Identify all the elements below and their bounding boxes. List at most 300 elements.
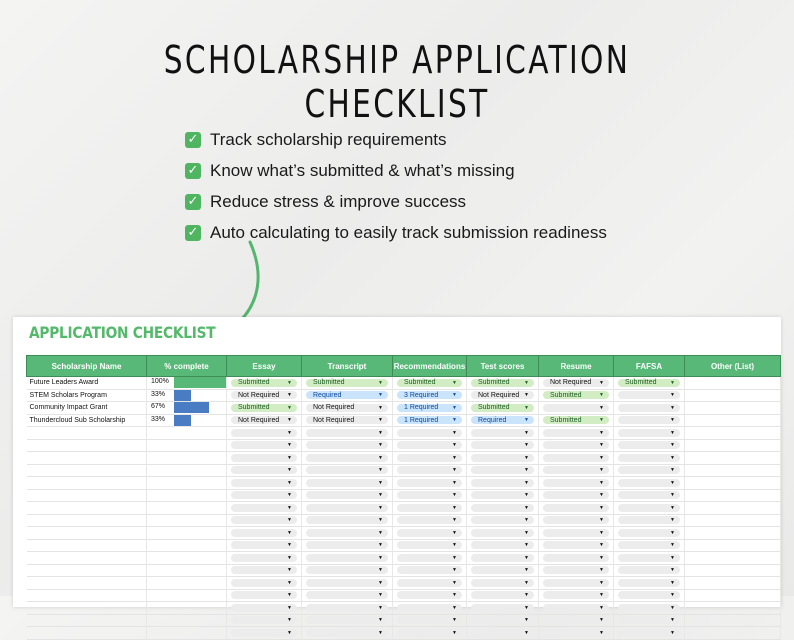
status-dropdown[interactable]	[471, 616, 534, 624]
column-header[interactable]: Essay	[227, 356, 302, 377]
caret-down-icon: ▼	[452, 579, 457, 586]
status-cell	[393, 464, 467, 477]
status-dropdown[interactable]	[618, 554, 680, 562]
status-dropdown[interactable]	[618, 466, 680, 474]
status-dropdown[interactable]	[306, 391, 388, 399]
status-dropdown[interactable]	[231, 579, 297, 587]
status-dropdown[interactable]	[618, 566, 680, 574]
caret-down-icon: ▼	[378, 479, 383, 486]
status-dropdown[interactable]	[543, 629, 609, 637]
checkmark-icon: ✓	[185, 163, 201, 179]
status-dropdown[interactable]	[397, 379, 462, 387]
status-cell	[539, 464, 614, 477]
checklist-table	[26, 355, 781, 640]
status-cell	[467, 602, 539, 615]
status-dropdown[interactable]	[471, 566, 534, 574]
scholarship-name-cell[interactable]	[27, 589, 147, 602]
other-cell[interactable]	[685, 427, 781, 440]
status-cell	[539, 527, 614, 540]
percent-complete-cell	[147, 614, 227, 627]
caret-down-icon: ▼	[670, 454, 675, 461]
caret-down-icon: ▼	[524, 629, 529, 636]
column-header[interactable]: Test scores	[467, 356, 539, 377]
status-dropdown[interactable]	[471, 441, 534, 449]
feature-item	[185, 186, 607, 217]
table-row	[27, 552, 781, 565]
status-dropdown[interactable]	[397, 429, 462, 437]
other-cell[interactable]	[685, 527, 781, 540]
feature-item	[185, 124, 607, 155]
scholarship-name-cell[interactable]	[27, 577, 147, 590]
status-dropdown[interactable]	[397, 454, 462, 462]
caret-down-icon: ▼	[670, 567, 675, 574]
status-cell	[539, 402, 614, 415]
status-dropdown[interactable]	[231, 479, 297, 487]
spreadsheet	[13, 317, 781, 636]
status-dropdown[interactable]	[543, 529, 609, 537]
table-row	[27, 564, 781, 577]
other-cell[interactable]	[685, 477, 781, 490]
scholarship-name-cell[interactable]	[27, 489, 147, 502]
status-dropdown[interactable]	[471, 404, 534, 412]
status-dropdown[interactable]	[543, 479, 609, 487]
scholarship-name-cell[interactable]: Community Impact Grant	[27, 402, 147, 415]
feature-text: Know what’s submitted & what’s missing	[210, 160, 515, 180]
status-dropdown[interactable]	[231, 404, 297, 412]
status-dropdown[interactable]	[397, 541, 462, 549]
status-cell	[539, 564, 614, 577]
table-row	[27, 489, 781, 502]
caret-down-icon: ▼	[287, 392, 292, 399]
caret-down-icon: ▼	[670, 579, 675, 586]
scholarship-name-cell[interactable]: Thundercloud Sub Scholarship	[27, 414, 147, 427]
caret-down-icon: ▼	[452, 404, 457, 411]
caret-down-icon: ▼	[378, 392, 383, 399]
status-dropdown[interactable]	[306, 604, 388, 612]
table-row	[27, 452, 781, 465]
status-dropdown[interactable]	[618, 404, 680, 412]
status-cell	[227, 602, 302, 615]
status-dropdown[interactable]	[306, 441, 388, 449]
status-dropdown[interactable]	[397, 491, 462, 499]
caret-down-icon: ▼	[670, 504, 675, 511]
status-dropdown[interactable]	[471, 504, 534, 512]
status-dropdown[interactable]	[306, 591, 388, 599]
caret-down-icon: ▼	[452, 492, 457, 499]
status-dropdown[interactable]	[618, 441, 680, 449]
percent-complete-cell	[147, 564, 227, 577]
caret-down-icon: ▼	[599, 442, 604, 449]
status-dropdown[interactable]	[471, 416, 534, 424]
status-dropdown[interactable]	[397, 591, 462, 599]
caret-down-icon: ▼	[599, 417, 604, 424]
scholarship-name-cell[interactable]	[27, 427, 147, 440]
status-dropdown[interactable]	[397, 441, 462, 449]
status-dropdown[interactable]	[306, 429, 388, 437]
status-dropdown[interactable]	[471, 479, 534, 487]
status-value: 1 Required	[404, 416, 439, 424]
status-dropdown[interactable]	[397, 479, 462, 487]
status-dropdown[interactable]	[543, 454, 609, 462]
status-dropdown[interactable]	[231, 541, 297, 549]
status-dropdown[interactable]	[231, 391, 297, 399]
caret-down-icon: ▼	[287, 617, 292, 624]
caret-down-icon: ▼	[524, 554, 529, 561]
percent-complete-cell	[147, 464, 227, 477]
status-dropdown[interactable]	[397, 504, 462, 512]
status-value: Submitted	[404, 379, 436, 387]
status-cell	[539, 627, 614, 640]
status-dropdown[interactable]	[231, 629, 297, 637]
status-cell	[393, 477, 467, 490]
status-dropdown[interactable]	[306, 554, 388, 562]
other-cell[interactable]	[685, 464, 781, 477]
progress-bar	[174, 377, 226, 388]
caret-down-icon: ▼	[287, 629, 292, 636]
status-dropdown[interactable]	[306, 479, 388, 487]
status-dropdown[interactable]	[231, 504, 297, 512]
percent-complete-cell	[147, 552, 227, 565]
status-dropdown[interactable]	[471, 591, 534, 599]
status-dropdown[interactable]	[471, 466, 534, 474]
status-cell	[539, 552, 614, 565]
status-cell	[302, 389, 393, 402]
caret-down-icon: ▼	[378, 554, 383, 561]
scholarship-name-cell[interactable]	[27, 477, 147, 490]
status-cell	[227, 414, 302, 427]
status-dropdown[interactable]	[471, 379, 534, 387]
status-cell	[467, 552, 539, 565]
status-cell	[393, 552, 467, 565]
other-cell[interactable]	[685, 452, 781, 465]
status-dropdown[interactable]	[231, 604, 297, 612]
status-cell	[302, 414, 393, 427]
status-dropdown[interactable]	[618, 616, 680, 624]
other-cell[interactable]	[685, 389, 781, 402]
status-dropdown[interactable]	[471, 529, 534, 537]
column-header[interactable]: Resume	[539, 356, 614, 377]
percent-complete-cell	[147, 452, 227, 465]
status-dropdown[interactable]	[543, 429, 609, 437]
status-value: Submitted	[238, 379, 270, 387]
caret-down-icon: ▼	[599, 404, 604, 411]
status-cell	[302, 527, 393, 540]
status-dropdown[interactable]	[397, 391, 462, 399]
status-cell	[467, 477, 539, 490]
status-dropdown[interactable]	[543, 554, 609, 562]
status-cell	[539, 477, 614, 490]
status-value: Not Required	[550, 379, 592, 387]
status-dropdown[interactable]	[306, 516, 388, 524]
scholarship-name-cell[interactable]	[27, 614, 147, 627]
status-cell	[302, 452, 393, 465]
scholarship-name-cell[interactable]	[27, 464, 147, 477]
status-dropdown[interactable]	[231, 591, 297, 599]
status-cell	[302, 627, 393, 640]
progress-bar	[174, 415, 191, 426]
status-value: Submitted	[478, 404, 510, 412]
status-cell	[302, 602, 393, 615]
status-cell	[614, 427, 685, 440]
status-dropdown[interactable]	[231, 454, 297, 462]
column-header[interactable]: Scholarship Name	[27, 356, 147, 377]
caret-down-icon: ▼	[452, 542, 457, 549]
status-dropdown[interactable]	[618, 379, 680, 387]
status-dropdown[interactable]	[397, 566, 462, 574]
caret-down-icon: ▼	[599, 592, 604, 599]
scholarship-name-cell[interactable]	[27, 564, 147, 577]
status-dropdown[interactable]	[231, 429, 297, 437]
status-dropdown[interactable]	[306, 541, 388, 549]
column-header[interactable]: Transcript	[302, 356, 393, 377]
status-cell	[227, 627, 302, 640]
status-dropdown[interactable]	[618, 579, 680, 587]
status-dropdown[interactable]	[543, 504, 609, 512]
status-cell	[467, 589, 539, 602]
other-cell[interactable]	[685, 414, 781, 427]
caret-down-icon: ▼	[287, 504, 292, 511]
caret-down-icon: ▼	[378, 629, 383, 636]
column-header[interactable]: Other (List)	[685, 356, 781, 377]
status-cell	[539, 502, 614, 515]
other-cell[interactable]	[685, 577, 781, 590]
status-dropdown[interactable]	[397, 516, 462, 524]
status-cell	[393, 389, 467, 402]
scholarship-name-cell[interactable]: STEM Scholars Program	[27, 389, 147, 402]
status-cell	[614, 514, 685, 527]
status-value: 3 Required	[404, 391, 439, 399]
status-dropdown[interactable]	[618, 454, 680, 462]
caret-down-icon: ▼	[287, 492, 292, 499]
other-cell[interactable]	[685, 439, 781, 452]
percent-complete-cell	[147, 402, 227, 415]
other-cell[interactable]	[685, 514, 781, 527]
status-dropdown[interactable]	[471, 554, 534, 562]
status-dropdown[interactable]	[306, 629, 388, 637]
status-dropdown[interactable]	[543, 391, 609, 399]
status-cell	[467, 627, 539, 640]
status-dropdown[interactable]	[397, 529, 462, 537]
status-dropdown[interactable]	[471, 516, 534, 524]
status-dropdown[interactable]	[306, 529, 388, 537]
status-dropdown[interactable]	[543, 404, 609, 412]
status-dropdown[interactable]	[543, 416, 609, 424]
table-row	[27, 527, 781, 540]
column-header[interactable]: % complete	[147, 356, 227, 377]
status-dropdown[interactable]	[231, 566, 297, 574]
status-dropdown[interactable]	[231, 466, 297, 474]
status-dropdown[interactable]	[306, 491, 388, 499]
status-dropdown[interactable]	[306, 566, 388, 574]
status-dropdown[interactable]	[231, 416, 297, 424]
scholarship-name-cell[interactable]	[27, 452, 147, 465]
status-value: Required	[478, 416, 507, 424]
percent-label: 100%	[151, 378, 169, 385]
caret-down-icon: ▼	[599, 604, 604, 611]
status-dropdown[interactable]	[231, 616, 297, 624]
status-dropdown[interactable]	[543, 591, 609, 599]
status-dropdown[interactable]	[306, 404, 388, 412]
status-cell	[302, 514, 393, 527]
other-cell[interactable]	[685, 489, 781, 502]
other-cell[interactable]	[685, 614, 781, 627]
other-cell[interactable]	[685, 502, 781, 515]
status-dropdown[interactable]	[618, 541, 680, 549]
status-dropdown[interactable]	[231, 441, 297, 449]
other-cell[interactable]	[685, 377, 781, 390]
status-dropdown[interactable]	[397, 579, 462, 587]
status-dropdown[interactable]	[397, 404, 462, 412]
checkmark-icon: ✓	[185, 132, 201, 148]
caret-down-icon: ▼	[378, 579, 383, 586]
status-dropdown[interactable]	[306, 379, 388, 387]
status-dropdown[interactable]	[471, 629, 534, 637]
caret-down-icon: ▼	[452, 392, 457, 399]
status-cell	[614, 539, 685, 552]
status-cell	[467, 377, 539, 390]
status-dropdown[interactable]	[618, 516, 680, 524]
status-dropdown[interactable]	[397, 604, 462, 612]
scholarship-name-cell[interactable]	[27, 552, 147, 565]
other-cell[interactable]	[685, 564, 781, 577]
status-cell	[302, 502, 393, 515]
status-dropdown[interactable]	[231, 379, 297, 387]
caret-down-icon: ▼	[524, 617, 529, 624]
other-cell[interactable]	[685, 552, 781, 565]
status-dropdown[interactable]	[618, 479, 680, 487]
table-row	[27, 577, 781, 590]
scholarship-name-cell[interactable]	[27, 527, 147, 540]
status-dropdown[interactable]	[618, 504, 680, 512]
progress-bar	[174, 390, 191, 401]
scholarship-name-cell[interactable]: Future Leaders Award	[27, 377, 147, 390]
status-cell	[227, 452, 302, 465]
status-dropdown[interactable]	[397, 616, 462, 624]
caret-down-icon: ▼	[670, 442, 675, 449]
table-row	[27, 477, 781, 490]
percent-complete-cell	[147, 589, 227, 602]
status-dropdown[interactable]	[306, 616, 388, 624]
caret-down-icon: ▼	[452, 479, 457, 486]
feature-text: Auto calculating to easily track submission readiness	[210, 222, 607, 242]
status-dropdown[interactable]	[231, 516, 297, 524]
status-dropdown[interactable]	[306, 504, 388, 512]
status-dropdown[interactable]	[543, 579, 609, 587]
caret-down-icon: ▼	[378, 454, 383, 461]
status-cell	[393, 527, 467, 540]
status-dropdown[interactable]	[231, 554, 297, 562]
scholarship-name-cell[interactable]	[27, 439, 147, 452]
status-dropdown[interactable]	[543, 516, 609, 524]
status-dropdown[interactable]	[618, 529, 680, 537]
table-row	[27, 602, 781, 615]
status-dropdown[interactable]	[231, 491, 297, 499]
status-dropdown[interactable]	[543, 541, 609, 549]
status-dropdown[interactable]	[397, 629, 462, 637]
percent-complete-cell	[147, 527, 227, 540]
status-dropdown[interactable]	[471, 491, 534, 499]
status-dropdown[interactable]	[306, 579, 388, 587]
other-cell[interactable]	[685, 539, 781, 552]
scholarship-name-cell[interactable]	[27, 602, 147, 615]
status-dropdown[interactable]	[471, 429, 534, 437]
status-dropdown[interactable]	[471, 579, 534, 587]
status-cell	[302, 464, 393, 477]
status-cell	[467, 427, 539, 440]
status-dropdown[interactable]	[618, 591, 680, 599]
caret-down-icon: ▼	[452, 604, 457, 611]
status-dropdown[interactable]	[306, 466, 388, 474]
status-dropdown[interactable]	[618, 429, 680, 437]
status-dropdown[interactable]	[543, 466, 609, 474]
status-dropdown[interactable]	[306, 454, 388, 462]
status-dropdown[interactable]	[543, 379, 609, 387]
status-dropdown[interactable]	[231, 529, 297, 537]
other-cell[interactable]	[685, 589, 781, 602]
status-dropdown[interactable]	[543, 616, 609, 624]
other-cell[interactable]	[685, 402, 781, 415]
status-cell	[302, 564, 393, 577]
status-dropdown[interactable]	[618, 491, 680, 499]
status-dropdown[interactable]	[471, 541, 534, 549]
caret-down-icon: ▼	[524, 404, 529, 411]
caret-down-icon: ▼	[524, 479, 529, 486]
caret-down-icon: ▼	[378, 492, 383, 499]
status-dropdown[interactable]	[306, 416, 388, 424]
status-dropdown[interactable]	[471, 454, 534, 462]
status-dropdown[interactable]	[471, 604, 534, 612]
status-dropdown[interactable]	[471, 391, 534, 399]
table-row	[27, 402, 781, 415]
status-dropdown[interactable]	[618, 391, 680, 399]
status-cell	[302, 489, 393, 502]
status-cell	[614, 402, 685, 415]
other-cell[interactable]	[685, 627, 781, 640]
caret-down-icon: ▼	[670, 542, 675, 549]
column-header[interactable]: FAFSA	[614, 356, 685, 377]
status-cell	[393, 602, 467, 615]
scholarship-name-cell[interactable]	[27, 627, 147, 640]
status-cell	[393, 377, 467, 390]
status-dropdown[interactable]	[618, 604, 680, 612]
status-dropdown[interactable]	[543, 604, 609, 612]
status-dropdown[interactable]	[397, 466, 462, 474]
caret-down-icon: ▼	[670, 379, 675, 386]
status-value: Not Required	[313, 416, 355, 424]
caret-down-icon: ▼	[670, 554, 675, 561]
caret-down-icon: ▼	[524, 429, 529, 436]
status-cell	[393, 489, 467, 502]
scholarship-name-cell[interactable]	[27, 502, 147, 515]
scholarship-name-cell[interactable]	[27, 514, 147, 527]
status-dropdown[interactable]	[543, 441, 609, 449]
status-dropdown[interactable]	[543, 566, 609, 574]
status-dropdown[interactable]	[543, 491, 609, 499]
caret-down-icon: ▼	[452, 467, 457, 474]
status-cell	[393, 627, 467, 640]
column-header[interactable]: Recommendations	[393, 356, 467, 377]
status-cell	[227, 514, 302, 527]
caret-down-icon: ▼	[524, 604, 529, 611]
sheet-title: APPLICATION CHECKLIST	[29, 323, 216, 342]
status-dropdown[interactable]	[618, 416, 680, 424]
status-dropdown[interactable]	[618, 629, 680, 637]
status-dropdown[interactable]	[397, 554, 462, 562]
other-cell[interactable]	[685, 602, 781, 615]
status-dropdown[interactable]	[397, 416, 462, 424]
caret-down-icon: ▼	[378, 617, 383, 624]
scholarship-name-cell[interactable]	[27, 539, 147, 552]
